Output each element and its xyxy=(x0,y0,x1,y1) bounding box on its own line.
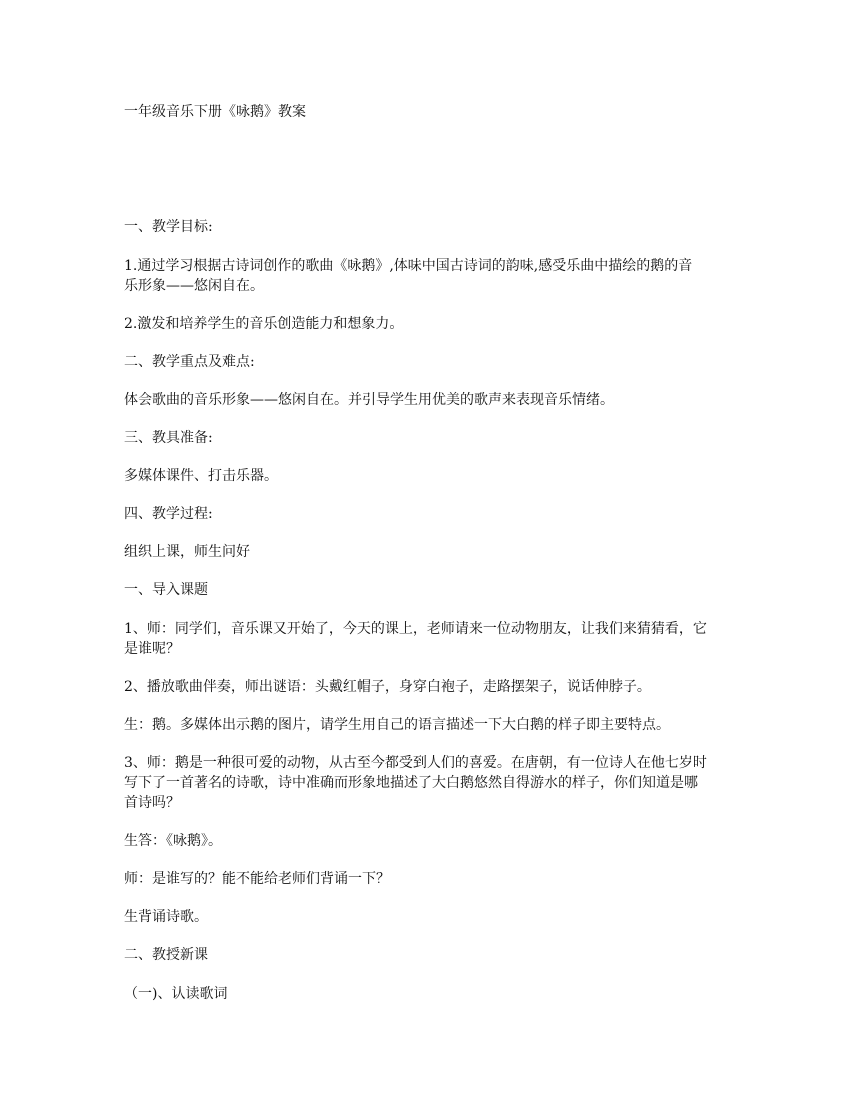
key-points-text: 体会歌曲的音乐形象——悠闲自在。并引导学生用优美的歌声来表现音乐情绪。 xyxy=(124,392,614,408)
intro-step-3-line-1: 3、师：鹅是一种很可爱的动物，从古至今都受到人们的喜爱。在唐朝，有一位诗人在他七岁时 xyxy=(124,755,707,771)
teacher-question: 师：是谁写的？能不能给老师们背诵一下？ xyxy=(124,871,390,887)
section-heading-objectives: 一、教学目标: xyxy=(124,219,213,235)
intro-step-3-line-3: 首诗吗？ xyxy=(124,795,180,811)
materials-text: 多媒体课件、打击乐器。 xyxy=(124,468,278,484)
section-heading-process: 四、教学过程: xyxy=(124,506,213,522)
subsection-heading-lyrics: （一)、认读歌词 xyxy=(124,986,228,1002)
intro-step-3-line-2: 写下了一首著名的诗歌，诗中准确而形象地描述了大白鹅悠然自得游水的样子，你们知道是哪 xyxy=(124,775,698,791)
process-opening: 组织上课，师生问好 xyxy=(124,544,250,560)
document-title: 一年级音乐下册《咏鹅》教案 xyxy=(124,104,306,120)
student-recite: 生背诵诗歌。 xyxy=(124,909,208,925)
section-heading-key-points: 二、教学重点及难点: xyxy=(124,354,255,370)
intro-step-2: 2、播放歌曲伴奏，师出谜语：头戴红帽子，身穿白袍子，走路摆架子，说话伸脖子。 xyxy=(124,679,651,695)
section-heading-materials: 三、教具准备: xyxy=(124,430,213,446)
intro-step-1-line-1: 1、师：同学们，音乐课又开始了，今天的课上，老师请来一位动物朋友，让我们来猜猜看，它 xyxy=(124,621,707,637)
objective-1-line-2: 乐形象——悠闲自在。 xyxy=(124,278,264,294)
intro-step-1-line-2: 是谁呢？ xyxy=(124,641,180,657)
student-answer-poem: 生答：《咏鹅》。 xyxy=(124,833,222,849)
subsection-heading-introduction: 一、导入课题 xyxy=(124,582,208,598)
objective-1-line-1: 1.通过学习根据古诗词创作的歌曲《咏鹅》,体味中国古诗词的韵味,感受乐曲中描绘的鹅的音 xyxy=(124,258,693,274)
subsection-heading-new-lesson: 二、教授新课 xyxy=(124,947,208,963)
student-answer-goose: 生：鹅。多媒体出示鹅的图片，请学生用自己的语言描述一下大白鹅的样子即主要特点。 xyxy=(124,717,670,733)
objective-2: 2.激发和培养学生的音乐创造能力和想象力。 xyxy=(124,316,404,332)
